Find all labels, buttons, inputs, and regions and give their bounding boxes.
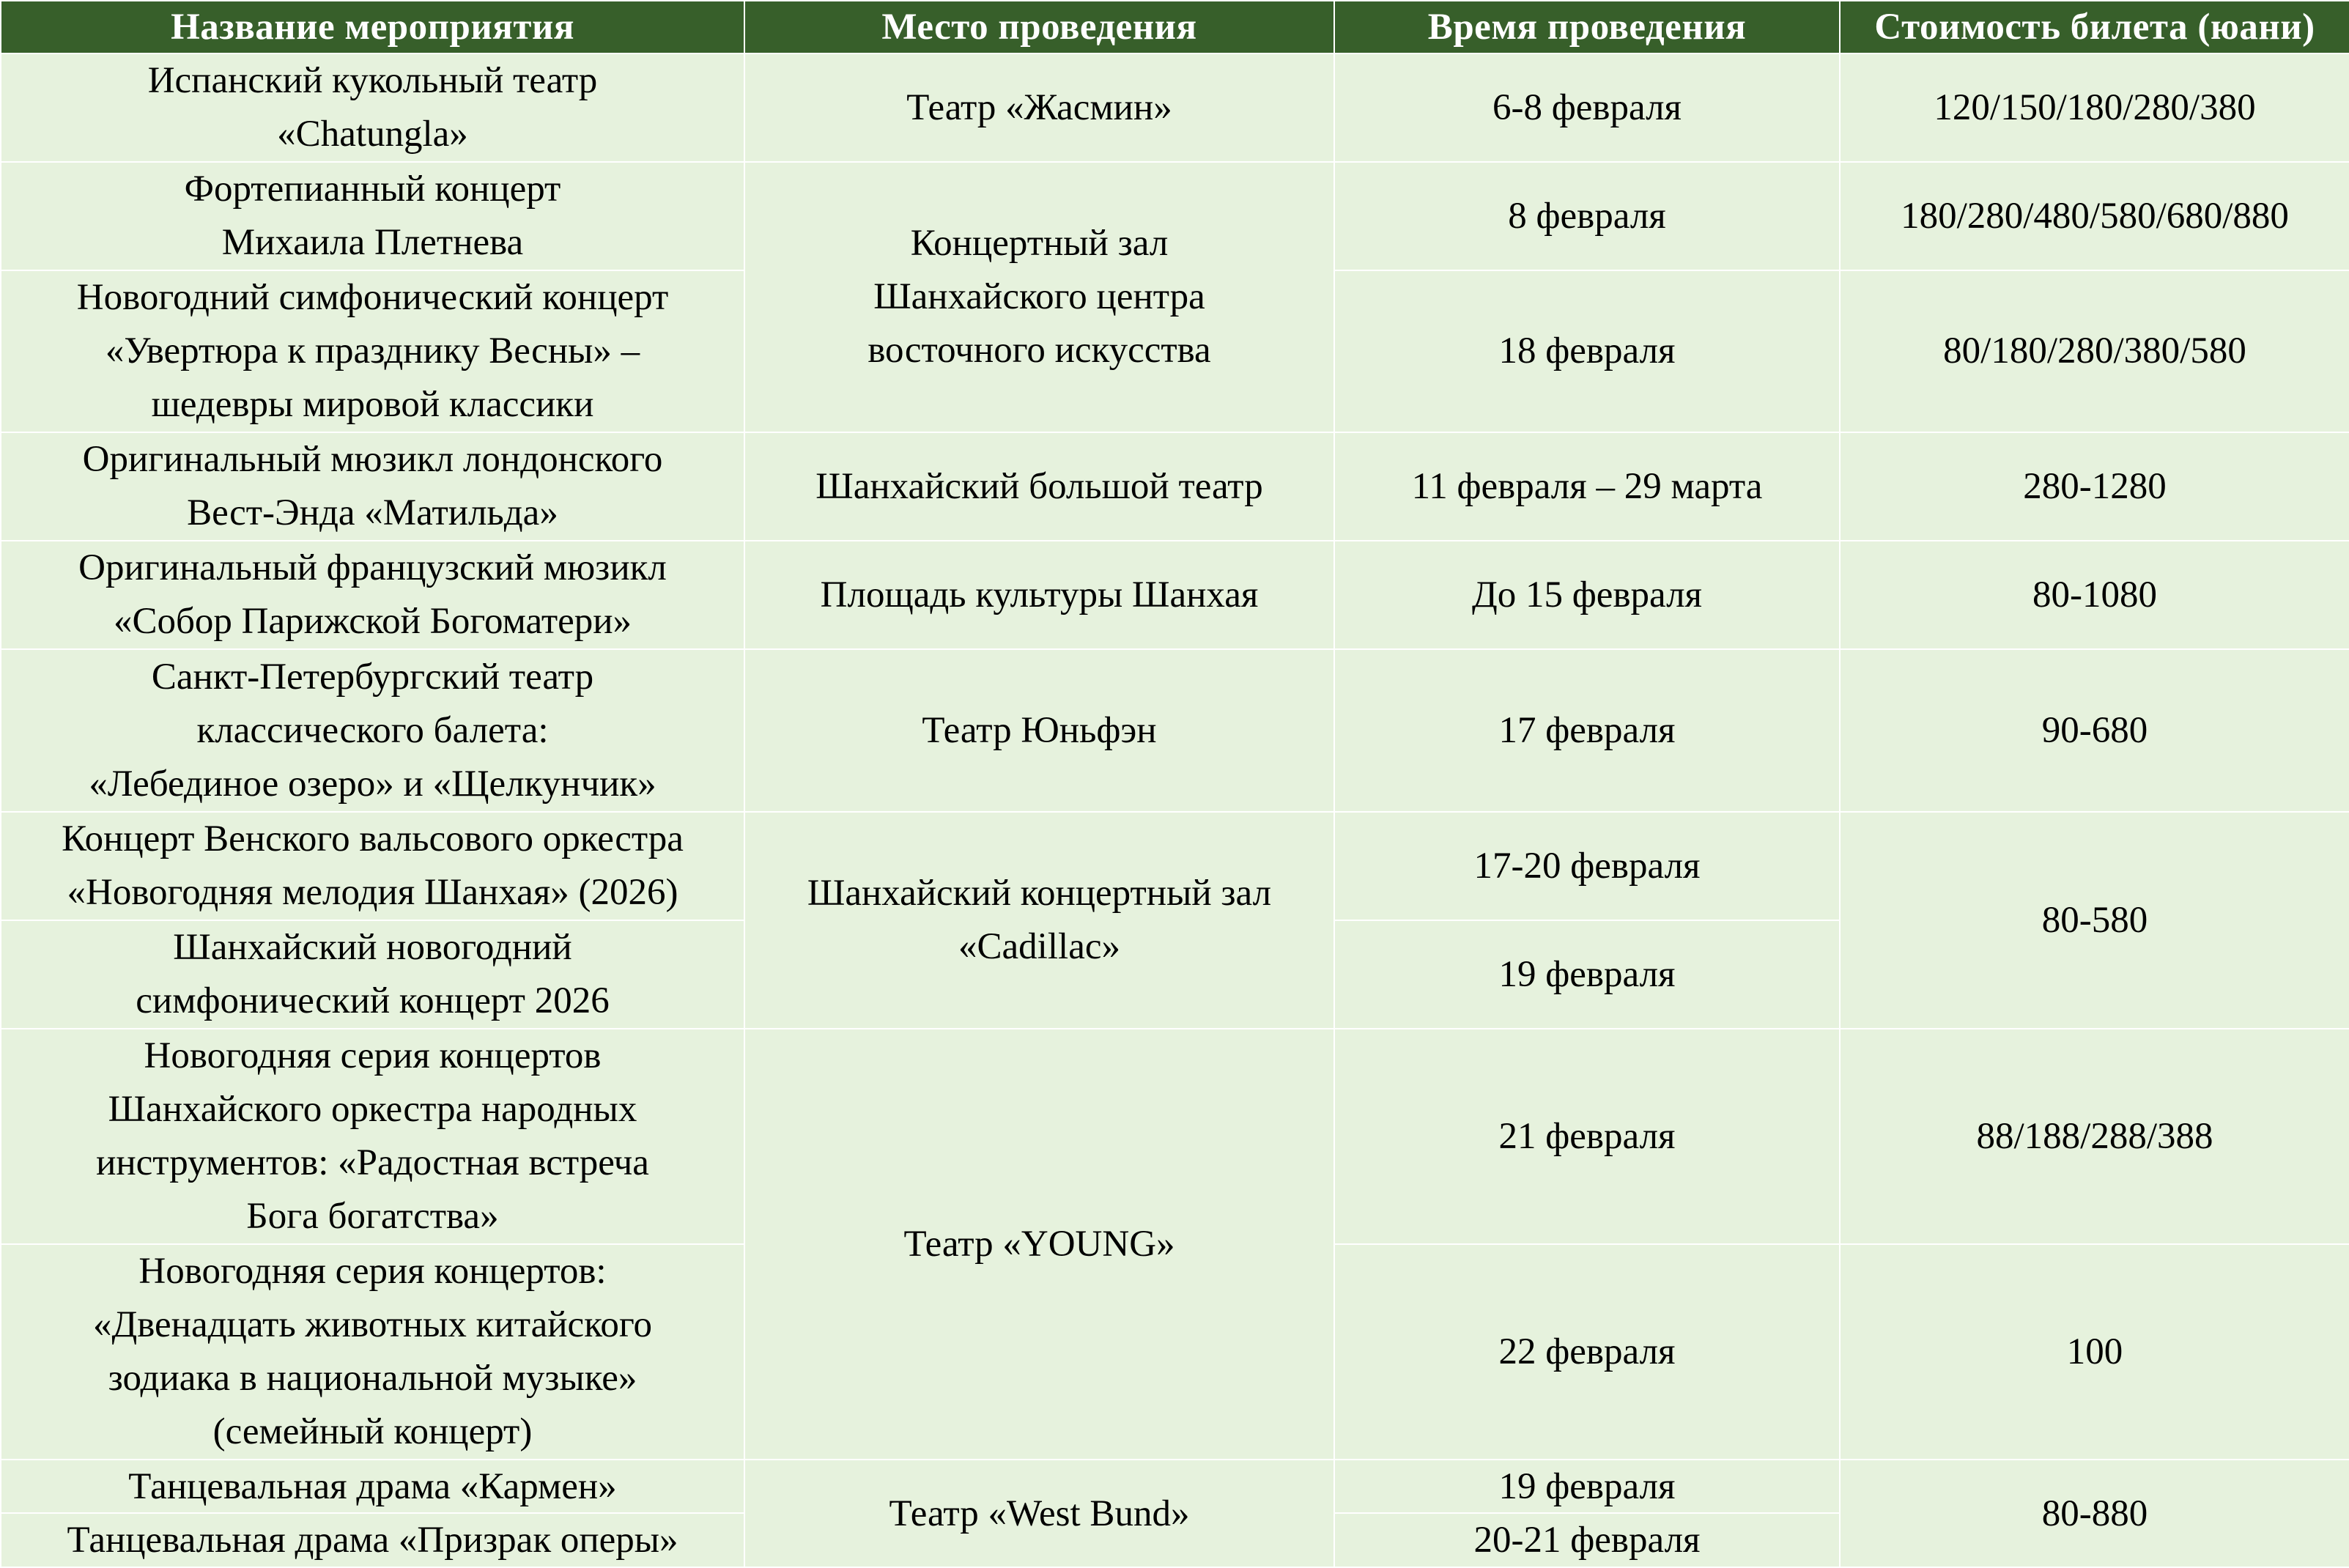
event-price-cell: 80-880 [1840, 1460, 2349, 1567]
table-row [1, 53, 2349, 162]
event-place-cell: Театр «YOUNG» [744, 1029, 1334, 1460]
event-place-cell: Театр Юньфэн [744, 649, 1334, 812]
table-row [1, 162, 2349, 270]
event-name-cell: Шанхайский новогодний симфонический концерт 2026 [1, 920, 744, 1029]
event-price-cell: 100 [1840, 1244, 2349, 1460]
event-price-cell: 280-1280 [1840, 432, 2349, 541]
event-place-cell: Концертный зал Шанхайского центра восточного искусства [744, 162, 1334, 432]
event-place-cell: Шанхайский большой театр [744, 432, 1334, 541]
event-time-cell: 18 февраля [1334, 270, 1840, 432]
event-name-cell: Фортепианный концерт Михаила Плетнева [1, 162, 744, 270]
event-price-cell: 180/280/480/580/680/880 [1840, 162, 2349, 270]
event-time-cell: 17 февраля [1334, 649, 1840, 812]
column-header-place: Место проведения [744, 1, 1334, 53]
event-name-cell: Новогодняя серия концертов Шанхайского оркестра народных инструментов: «Радостная встреча Бога богатства» [1, 1029, 744, 1244]
event-place-cell: Театр «Жасмин» [744, 53, 1334, 162]
table-row [1, 1460, 2349, 1513]
event-price-cell: 80-1080 [1840, 541, 2349, 649]
table-body [1, 53, 2349, 1567]
event-time-cell: До 15 февраля [1334, 541, 1840, 649]
table-row [1, 812, 2349, 920]
table-header [1, 1, 2349, 53]
event-time-cell: 8 февраля [1334, 162, 1840, 270]
event-place-cell: Площадь культуры Шанхая [744, 541, 1334, 649]
event-price-cell: 90-680 [1840, 649, 2349, 812]
event-time-cell: 6-8 февраля [1334, 53, 1840, 162]
table-row [1, 432, 2349, 541]
event-name-cell: Санкт-Петербургский театр классического балета: «Лебединое озеро» и «Щелкунчик» [1, 649, 744, 812]
event-price-cell: 80/180/280/380/580 [1840, 270, 2349, 432]
event-place-cell: Театр «West Bund» [744, 1460, 1334, 1567]
event-time-cell: 21 февраля [1334, 1029, 1840, 1244]
column-header-name: Название мероприятия [1, 1, 744, 53]
event-name-cell: Концерт Венского вальсового оркестра «Новогодняя мелодия Шанхая» (2026) [1, 812, 744, 920]
event-price-cell: 80-580 [1840, 812, 2349, 1029]
header-row [1, 1, 2349, 53]
event-name-cell: Новогодняя серия концертов: «Двенадцать животных китайского зодиака в национальной музыке» (семейный концерт) [1, 1244, 744, 1460]
event-price-cell: 88/188/288/388 [1840, 1029, 2349, 1244]
event-name-cell: Оригинальный мюзикл лондонского Вест-Энда «Матильда» [1, 432, 744, 541]
event-time-cell: 19 февраля [1334, 920, 1840, 1029]
event-name-cell: Танцевальная драма «Кармен» [1, 1460, 744, 1513]
event-name-cell: Танцевальная драма «Призрак оперы» [1, 1513, 744, 1567]
event-time-cell: 17-20 февраля [1334, 812, 1840, 920]
event-place-cell: Шанхайский концертный зал «Cadillac» [744, 812, 1334, 1029]
column-header-time: Время проведения [1334, 1, 1840, 53]
event-time-cell: 22 февраля [1334, 1244, 1840, 1460]
event-time-cell: 11 февраля – 29 марта [1334, 432, 1840, 541]
table-row [1, 541, 2349, 649]
event-price-cell: 120/150/180/280/380 [1840, 53, 2349, 162]
table-row [1, 1029, 2349, 1244]
column-header-price: Стоимость билета (юани) [1840, 1, 2349, 53]
event-name-cell: Новогодний симфонический концерт «Увертюра к празднику Весны» – шедевры мировой классики [1, 270, 744, 432]
table-row [1, 649, 2349, 812]
event-name-cell: Оригинальный французский мюзикл «Собор Парижской Богоматери» [1, 541, 744, 649]
event-time-cell: 19 февраля [1334, 1460, 1840, 1513]
event-time-cell: 20-21 февраля [1334, 1513, 1840, 1567]
event-name-cell: Испанский кукольный театр «Chatungla» [1, 53, 744, 162]
